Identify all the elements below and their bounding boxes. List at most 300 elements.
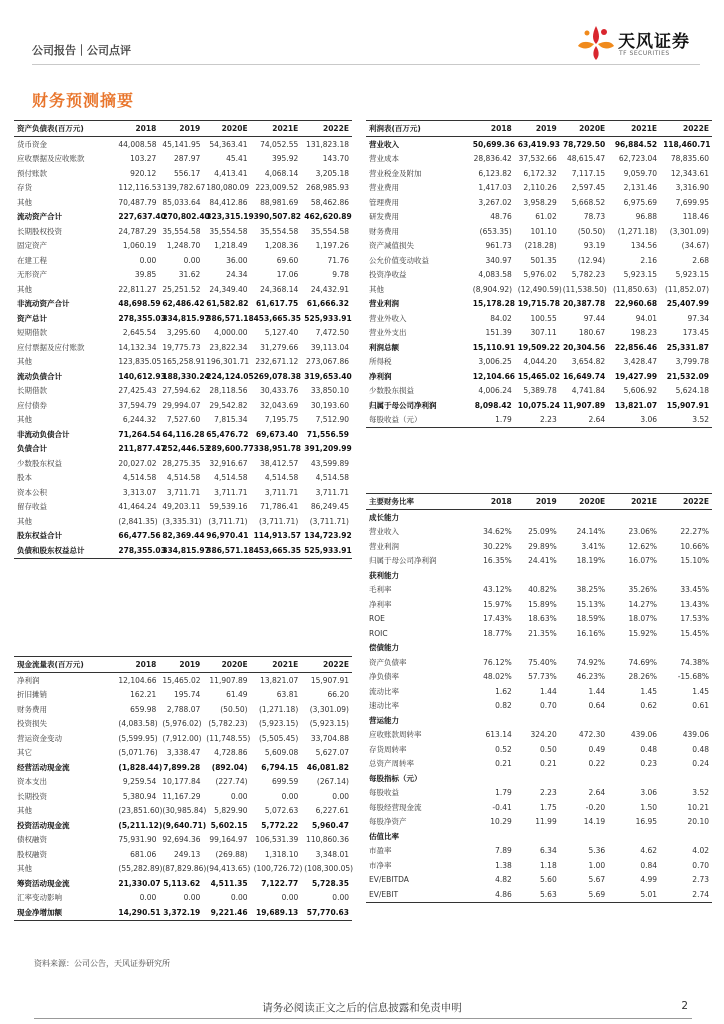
table-cell — [515, 641, 560, 656]
row-label: 利润总额 — [369, 342, 399, 352]
row-label: 研发费用 — [369, 212, 399, 222]
row-label: 其他 — [17, 415, 32, 425]
table-cell: 118.46 — [682, 212, 709, 222]
table-cell: 78.73 — [583, 212, 606, 222]
table-cell: 71.76 — [327, 255, 349, 265]
row-label: 偿债能力 — [369, 643, 399, 653]
table-cell: 69.60 — [276, 255, 299, 265]
table-cell: (50.50) — [220, 704, 248, 714]
table-cell: 86,249.45 — [310, 502, 349, 512]
table-cell: 3,267.02 — [478, 197, 512, 207]
row-label: 资产负债率 — [369, 657, 407, 667]
table-row — [366, 713, 712, 728]
table-cell: 71,264.54 — [118, 429, 161, 439]
table-cell: (3,301.09) — [669, 226, 709, 236]
table-cell — [660, 771, 712, 786]
table-row — [366, 554, 712, 569]
table-cell: 140,612.93 — [118, 371, 166, 381]
table-row — [366, 340, 712, 355]
table-row — [366, 253, 712, 268]
table-cell: 65,476.72 — [206, 429, 249, 439]
column-header: 2018 — [470, 494, 515, 510]
table-row — [14, 804, 352, 819]
table-cell: 525,933.91 — [301, 543, 352, 558]
table-cell: 44,008.58 — [118, 139, 157, 149]
table-cell: 3,711.71 — [214, 487, 248, 497]
table-cell: 15.89% — [528, 599, 557, 609]
table-row — [366, 311, 712, 326]
table-row — [366, 195, 712, 210]
table-cell: 5.36 — [588, 846, 606, 856]
table-cell: 10.29 — [490, 817, 512, 827]
table-cell: (653.35) — [479, 226, 512, 236]
table-row — [14, 789, 352, 804]
table-row — [366, 626, 712, 641]
row-label: 每股经营现金流 — [369, 802, 422, 812]
table-cell: 278,355.03 — [118, 313, 166, 323]
table-cell: (3,335.31) — [162, 516, 202, 526]
table-cell: 10,177.84 — [162, 777, 201, 787]
table-cell: (1,828.44) — [118, 762, 163, 772]
table-cell: (5,782.23) — [208, 719, 248, 729]
column-header: 2022E — [301, 657, 352, 673]
table-cell: 391,209.99 — [304, 444, 352, 454]
table-cell: 29.89% — [528, 541, 557, 551]
row-label: 净利率 — [369, 599, 392, 609]
table-cell — [515, 829, 560, 844]
table-cell: 19,775.73 — [162, 342, 201, 352]
table-cell: 0.62 — [640, 701, 658, 711]
table-row — [366, 326, 712, 341]
table-cell: 20.10 — [687, 817, 709, 827]
table-cell: 12,104.66 — [118, 675, 157, 685]
table-header-row — [366, 494, 712, 510]
table-cell: (108,300.05) — [304, 864, 354, 874]
table-cell: 278,355.03 — [115, 543, 159, 558]
row-label: 其他 — [17, 806, 32, 816]
table-cell: 25,407.99 — [666, 299, 709, 309]
table-cell: 48,615.47 — [567, 154, 606, 164]
table-cell: 4,000.00 — [214, 328, 248, 338]
table-cell: 188,330.24 — [162, 371, 210, 381]
table-row — [366, 699, 712, 714]
table-cell: 31,279.66 — [260, 342, 299, 352]
table-cell: 20,304.56 — [562, 342, 606, 352]
table-cell: 6,123.82 — [478, 168, 512, 178]
table-cell: 27,594.62 — [162, 386, 201, 396]
table-cell: 25,331.87 — [666, 342, 709, 352]
table-cell: 3,428.47 — [623, 357, 658, 367]
table-cell: 92,694.36 — [162, 835, 201, 845]
table-cell: 59,539.16 — [209, 502, 248, 512]
table-cell: 6,975.69 — [623, 197, 658, 207]
table-cell: 30,193.60 — [310, 400, 349, 410]
column-header: 2022E — [660, 121, 712, 137]
table-cell: 4.99 — [640, 875, 658, 885]
row-label: 少数股东损益 — [369, 386, 414, 396]
table-cell: 0.84 — [640, 860, 658, 870]
table-cell: 5,606.92 — [623, 386, 658, 396]
table-row — [366, 369, 712, 384]
table-cell: 2.64 — [588, 788, 606, 798]
row-label: ROE — [369, 614, 385, 624]
table-row — [14, 702, 352, 717]
table-cell: 23,822.34 — [209, 342, 248, 352]
table-cell — [608, 713, 660, 728]
table-cell: 9,059.70 — [623, 168, 658, 178]
table-cell: (30,985.84) — [162, 806, 207, 816]
table-cell: 334,815.97 — [162, 313, 210, 323]
table-cell: 23.06% — [628, 527, 658, 537]
row-label: 应收账款周转率 — [369, 730, 422, 740]
table-cell: 16.16% — [576, 628, 606, 638]
table-cell: 3,799.78 — [675, 357, 709, 367]
table-cell: 3.06 — [640, 788, 658, 798]
row-label: 营业外收入 — [369, 313, 407, 323]
table-cell: 19,715.78 — [517, 299, 560, 309]
table-cell: 33,850.10 — [310, 386, 349, 396]
table-cell: 31.62 — [178, 270, 201, 280]
table-cell: 2,788.07 — [166, 704, 201, 714]
row-label: 资本支出 — [17, 777, 47, 787]
table-cell: 19,427.99 — [614, 371, 658, 381]
table-cell: 100.55 — [530, 313, 557, 323]
table-cell: 453,665.35 — [251, 543, 302, 558]
table-cell — [560, 641, 608, 656]
table-row — [14, 268, 352, 283]
table-row — [366, 887, 712, 902]
table-cell: 15.97% — [483, 599, 512, 609]
row-label: 营业利润 — [369, 299, 399, 309]
table-cell: 45.41 — [226, 154, 248, 164]
table-row — [14, 905, 352, 920]
table-cell: 74.38% — [680, 657, 709, 667]
table-row — [14, 442, 352, 457]
table-cell: 3.06 — [608, 413, 660, 428]
table-cell: (218.28) — [524, 241, 557, 251]
table-cell: 11.99 — [535, 817, 557, 827]
table-cell: 35,554.58 — [260, 226, 299, 236]
table-cell: 324.20 — [530, 730, 557, 740]
table-cell: 14.19 — [583, 817, 606, 827]
row-label: EV/EBIT — [366, 887, 470, 902]
table-cell: 10,075.24 — [517, 400, 560, 410]
table-cell: 85,033.64 — [162, 197, 201, 207]
page-title: 财务预测摘要 — [32, 91, 135, 110]
table-row — [366, 137, 712, 152]
table-cell — [560, 829, 608, 844]
table-row — [366, 786, 712, 801]
table-cell: 0.00 — [332, 893, 349, 903]
table-cell: 180,080.09 — [206, 183, 250, 193]
row-label: 非流动资产合计 — [17, 299, 70, 309]
table-cell: (94,413.65) — [206, 864, 251, 874]
row-label: 货币资金 — [17, 139, 47, 149]
table-cell: 15.13% — [576, 599, 606, 609]
column-header: 资产负债表(百万元) — [14, 121, 115, 137]
table-cell: 33,704.88 — [310, 733, 349, 743]
table-cell: 7,512.90 — [315, 415, 349, 425]
table-cell — [515, 771, 560, 786]
table-cell: 232,671.12 — [255, 357, 299, 367]
table-cell: 36.00 — [226, 255, 248, 265]
table-cell: 18.59% — [576, 614, 606, 624]
table-cell: 114,913.57 — [253, 531, 302, 541]
table-cell: (5,923.15) — [259, 719, 299, 729]
table-row — [366, 757, 712, 772]
table-cell: 13,821.07 — [614, 400, 658, 410]
table-cell: 15.10% — [680, 556, 709, 566]
table-cell: 5,624.18 — [675, 386, 709, 396]
table-cell: 7,117.15 — [571, 168, 606, 178]
table-cell: 252,446.53 — [162, 444, 210, 454]
row-label: 应付票据及应付账款 — [17, 342, 85, 352]
table-cell: 7,815.34 — [214, 415, 248, 425]
table-cell: 15,110.91 — [472, 342, 516, 352]
table-cell: 1,208.36 — [264, 241, 299, 251]
table-row — [14, 891, 352, 906]
table-row — [14, 514, 352, 529]
table-row — [14, 427, 352, 442]
table-cell: 699.59 — [272, 777, 299, 787]
table-cell: 5.63 — [515, 887, 560, 902]
table-cell: 501.35 — [530, 255, 557, 265]
table-cell: 45,141.95 — [162, 139, 201, 149]
table-cell: 35,554.58 — [310, 226, 349, 236]
row-label: 流动资产合计 — [17, 212, 62, 222]
table-cell: 15.45% — [680, 628, 709, 638]
table-cell: 37,532.66 — [518, 154, 557, 164]
table-cell: 112,116.53 — [118, 183, 162, 193]
table-cell: 24.41% — [528, 556, 557, 566]
row-label: 其他 — [17, 357, 32, 367]
table-cell: 613.14 — [485, 730, 512, 740]
table-cell: 78,835.60 — [670, 154, 709, 164]
table-cell: 48.76 — [490, 212, 512, 222]
table-row — [14, 746, 352, 761]
column-header: 2021E — [608, 494, 660, 510]
column-header: 2021E — [251, 657, 302, 673]
table-cell: 3,338.47 — [166, 748, 201, 758]
table-cell: 0.61 — [692, 701, 709, 711]
table-cell: (267.14) — [316, 777, 349, 787]
table-cell: 1.79 — [470, 413, 515, 428]
table-cell: 20,027.02 — [118, 458, 157, 468]
table-cell: 66.20 — [327, 690, 349, 700]
row-label: 市盈率 — [369, 846, 392, 856]
table-cell: 71,786.41 — [260, 502, 299, 512]
row-label: 每股净资产 — [369, 817, 407, 827]
table-cell: 5,772.22 — [261, 820, 299, 830]
table-row — [14, 500, 352, 515]
table-cell: 0.70 — [540, 701, 557, 711]
table-cell: 39.85 — [134, 270, 157, 280]
table-cell: 211,877.47 — [118, 444, 166, 454]
table-cell: 9,221.46 — [203, 905, 250, 920]
table-cell: (227.74) — [215, 777, 248, 787]
table-cell: 323,315.19 — [206, 212, 254, 222]
table-cell: 48.02% — [483, 672, 512, 682]
table-cell — [608, 771, 660, 786]
table-cell: 8,098.42 — [474, 400, 512, 410]
table-cell: 24,368.14 — [260, 284, 299, 294]
row-label: 其他 — [17, 864, 32, 874]
table-cell: 16,649.74 — [562, 371, 606, 381]
table-cell: 7.89 — [495, 846, 512, 856]
table-cell: 24,349.40 — [209, 284, 248, 294]
table-cell: 84.02 — [490, 313, 512, 323]
table-cell: 139,782.67 — [162, 183, 206, 193]
table-row — [366, 268, 712, 283]
table-cell: 7,122.77 — [261, 878, 299, 888]
table-cell: 33.45% — [680, 585, 709, 595]
row-label: 管理费用 — [369, 197, 399, 207]
table-cell: 3.52 — [692, 788, 709, 798]
table-row — [14, 471, 352, 486]
table-cell: 48,698.59 — [118, 299, 161, 309]
table-cell: 63.81 — [276, 690, 299, 700]
table-cell: 4,068.14 — [264, 168, 299, 178]
table-cell: 3,295.60 — [166, 328, 201, 338]
table-cell: 32,916.67 — [209, 458, 248, 468]
table-cell: 0.00 — [230, 791, 248, 801]
table-cell: 66,477.56 — [118, 531, 161, 541]
row-label: 所得税 — [369, 357, 392, 367]
table-cell: (5,211.12) — [118, 820, 163, 830]
table-row — [14, 181, 352, 196]
table-cell: 28.26% — [628, 672, 658, 682]
column-header: 利润表(百万元) — [366, 121, 470, 137]
row-label: 长期股权投资 — [17, 226, 62, 236]
row-label: 营业费用 — [369, 183, 399, 193]
table-cell: 3,711.71 — [166, 487, 201, 497]
table-cell: (5,599.95) — [118, 733, 158, 743]
row-label: 短期借款 — [17, 328, 47, 338]
row-label: 每股收益（元） — [366, 413, 470, 428]
table-cell — [470, 641, 515, 656]
table-cell: 63,419.93 — [517, 139, 560, 149]
table-cell: 4,083.58 — [478, 270, 512, 280]
table-cell: 1,248.70 — [166, 241, 201, 251]
table-cell: (100,726.72) — [253, 864, 303, 874]
table-cell: (55,282.89) — [118, 864, 163, 874]
table-cell: 0.70 — [692, 860, 709, 870]
table-cell: 1.44 — [588, 686, 606, 696]
table-cell: 196,301.71 — [206, 357, 250, 367]
table-cell: 54,363.41 — [209, 139, 248, 149]
table-cell: 223,009.52 — [255, 183, 299, 193]
source-note: 资料来源：公司公告，天风证券研究所 — [34, 959, 170, 968]
table-cell: 439.06 — [682, 730, 709, 740]
table-cell — [515, 713, 560, 728]
row-label: 其他 — [369, 284, 384, 294]
table-cell: 0.00 — [183, 893, 201, 903]
row-label: 流动比率 — [369, 686, 399, 696]
table-cell: 39,113.04 — [310, 342, 349, 352]
table-cell: 165,258.91 — [162, 357, 206, 367]
row-label: 每股指标（元） — [369, 773, 422, 783]
row-label: 营业税金及附加 — [369, 168, 422, 178]
table-cell: 10.21 — [687, 802, 709, 812]
row-label: EV/EBITDA — [369, 875, 409, 885]
table-cell: 0.50 — [540, 744, 557, 754]
column-header: 2019 — [159, 657, 203, 673]
column-header: 2022E — [660, 494, 712, 510]
table-cell: 1,060.19 — [122, 241, 157, 251]
table-cell: 386,571.18 — [203, 543, 250, 558]
table-cell: 25.09% — [528, 527, 557, 537]
column-header: 2021E — [251, 121, 302, 137]
table-cell: 1.45 — [640, 686, 658, 696]
table-cell — [660, 641, 712, 656]
table-row — [14, 152, 352, 167]
table-cell: 27,425.43 — [118, 386, 157, 396]
table-cell: 0.49 — [588, 744, 606, 754]
table-cell: 18.19% — [576, 556, 606, 566]
table-cell: 472.30 — [578, 730, 606, 740]
table-cell: 338,951.78 — [253, 444, 302, 454]
row-label: 长期投资 — [17, 791, 47, 801]
row-label: 净负债率 — [369, 672, 399, 682]
row-label: 市净率 — [369, 860, 392, 870]
table-row — [14, 775, 352, 790]
table-cell: 270,802.40 — [162, 212, 210, 222]
row-label: 公允价值变动收益 — [369, 255, 429, 265]
table-cell: 11,907.89 — [562, 400, 606, 410]
table-cell: 38,412.57 — [260, 458, 299, 468]
table-cell: (8,904.92) — [472, 284, 513, 294]
table-row — [366, 815, 712, 830]
table-cell: 2,597.45 — [571, 183, 606, 193]
table-row — [14, 529, 352, 544]
table-cell: 134.56 — [630, 241, 658, 251]
table-cell: 15,465.02 — [162, 675, 201, 685]
table-row — [14, 224, 352, 239]
table-row — [366, 742, 712, 757]
table-row — [366, 413, 712, 428]
table-row — [366, 728, 712, 743]
table-cell: 40.82% — [528, 585, 557, 595]
table-cell: 46.23% — [576, 672, 606, 682]
table-cell: 1.38 — [495, 860, 512, 870]
table-cell: 61.02 — [535, 212, 557, 222]
table-cell: (3,711.71) — [309, 516, 349, 526]
table-cell — [470, 829, 515, 844]
table-row — [366, 525, 712, 540]
table-cell: 3,313.07 — [122, 487, 157, 497]
row-label: 投资活动现金流 — [17, 820, 70, 830]
table-cell: 920.12 — [130, 168, 157, 178]
table-cell: 76.12% — [483, 657, 512, 667]
row-label: 其他 — [17, 516, 32, 526]
logo-name: 天风证券 — [618, 32, 690, 52]
table-cell: 96,970.41 — [206, 531, 249, 541]
table-cell — [660, 510, 712, 525]
table-cell: 2.23 — [540, 788, 557, 798]
table-row — [366, 612, 712, 627]
table-cell: 2,131.46 — [623, 183, 658, 193]
table-cell: 16.07% — [628, 556, 658, 566]
table-row — [366, 873, 712, 888]
row-label: 汇率变动影响 — [17, 893, 62, 903]
table-row — [14, 833, 352, 848]
row-label: 投资净收益 — [369, 270, 407, 280]
table-cell: 180.67 — [578, 328, 606, 338]
logo-subtitle: TF SECURITIES — [619, 50, 670, 57]
table-cell: 0.00 — [230, 893, 248, 903]
table-cell: 5,389.78 — [523, 386, 557, 396]
row-label: 经营活动现金流 — [17, 762, 70, 772]
